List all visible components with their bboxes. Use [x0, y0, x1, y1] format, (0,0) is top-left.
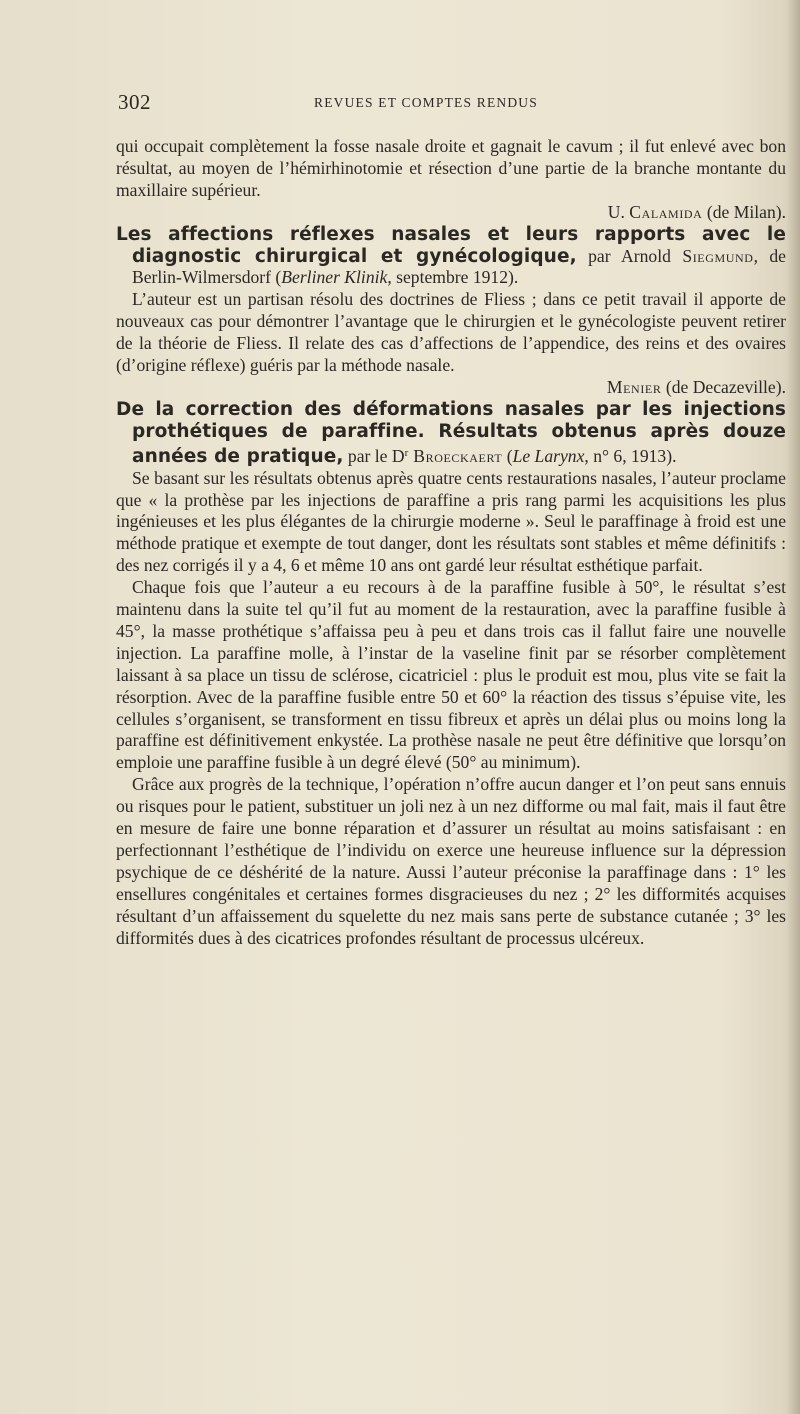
review-by: par Arnold: [576, 245, 683, 266]
page-header: [118, 90, 786, 114]
signature-initial: U.: [607, 201, 630, 222]
review-body-siegmund: L’auteur est un partisan résolu des doctrines de Fliess ; dans ce petit travail il apporte de nouveaux cas pour démontrer l’avantage que le chirurgien et le gynécologiste peuvent retirer de la théorie de Fliess. Il relate des cas d’affections de l’appendice, des reins et des ovaires (d’origine réflexe) guéris par la méthode nasale.: [116, 289, 786, 376]
review-by-superscript: r: [404, 446, 409, 459]
review-title: Les affections réflexes nasales et leurs rapports avec le diagnostic chirurgical et gynécologique,: [116, 223, 786, 267]
review-body-paragraph-2: Chaque fois que l’auteur a eu recours à de la paraffine fusible à 50°, le résultat s’est maintenu dans la suite tel qu’il fut au moment de la restauration, avec la paraffine fusible à 45°, la masse prothétique s’affaissa peu à peu et dans trois cas il fallut faire une nouvelle injection. La paraffine molle, à l’instar de la vaseline finit par se résorber complètement laissant à sa place un tissu de sclérose, cicatriciel : plus le produit est mou, plus vite se fait la résorption. Avec de la paraffine fusible entre 50 et 60° la réaction des tissus s’épuise vite, les cellules s’organisent, se transforment en tissu fibreux et après un délai plus ou moins long la paraffine est définitivement enkystée. La prothèse nasale ne peut être définitive que lorsqu’on emploie une paraffine fusible à un degré élevé (50° au minimum).: [116, 577, 786, 773]
signature-place: (de Milan).: [702, 201, 786, 222]
article-body: [116, 136, 786, 950]
review-journal: Berliner Klinik: [281, 267, 388, 288]
review-author: Siegmund: [682, 245, 754, 266]
review-date: , septembre 1912).: [387, 267, 519, 288]
review-open-paren: (: [502, 445, 513, 466]
signature-place: (de Decazeville).: [661, 376, 786, 397]
review-body-paragraph-1: Se basant sur les résultats obtenus après quatre cents restaurations nasales, l’auteur proclame que « la prothèse par les injections de paraffine a pris rang parmi les acquisitions les plus ingénieuses et les plus élégantes de la chirurgie moderne ». Seul le paraffinage à froid est une méthode pratique et exempte de tout danger, dont les résultats sont stables et même définitifs : des nez corrigés il y a 4, 6 et même 10 ans ont gardé leur résultat esthétique parfait.: [116, 467, 786, 576]
signature-menier: [116, 377, 786, 399]
signature-name: Calamida: [629, 201, 703, 222]
signature-calamida: [116, 202, 786, 224]
signature-name: Menier: [606, 376, 662, 397]
review-by: par le D: [343, 445, 405, 466]
review-heading-broeckaert: [116, 399, 786, 468]
review-journal: Le Larynx: [512, 445, 585, 466]
review-issue: , n° 6, 1913).: [584, 445, 677, 466]
page-number: 302: [118, 90, 151, 114]
running-head: REVUES ET COMPTES RENDUS: [314, 95, 538, 110]
review-heading-siegmund: [116, 224, 786, 290]
page-edge-shadow: [786, 0, 800, 1414]
review-author: Broeckaert: [408, 445, 503, 466]
review-body-paragraph-3: Grâce aux progrès de la technique, l’opération n’offre aucun danger et l’on peut sans ennuis ou risques pour le patient, substituer un joli nez à un nez difforme ou mal fait, mais il faut être en mesure de faire une bonne réparation et d’assurer un résultat au moins satisfaisant : en perfectionnant l’esthétique de l’individu on exerce une heureuse influence sur la dépression psychique de ce déshérité de la nature. Aussi l’auteur préconise la paraffinage dans : 1° les ensellures congénitales et certaines formes disgracieuses du nez ; 2° les difformités acquises résultant d’un affaissement du squelette du nez mais sans perte de substance cutanée ; 3° les difformités dues à des cicatrices profondes résultant de processus ulcéreux.: [116, 774, 786, 948]
paragraph-continued: qui occupait complètement la fosse nasale droite et gagnait le cavum ; il fut enlevé avec bon résultat, au moyen de l’hémirhinotomie et résection d’une partie de la branche montante du maxillaire supérieur.: [116, 136, 786, 200]
review-title: De la correction des déformations nasales par les injections prothétiques de paraffine. Résultats obtenus après douze années de pratique,: [116, 398, 786, 467]
review-affiliation: , de Berlin-Wilmersdorf (: [132, 245, 786, 288]
